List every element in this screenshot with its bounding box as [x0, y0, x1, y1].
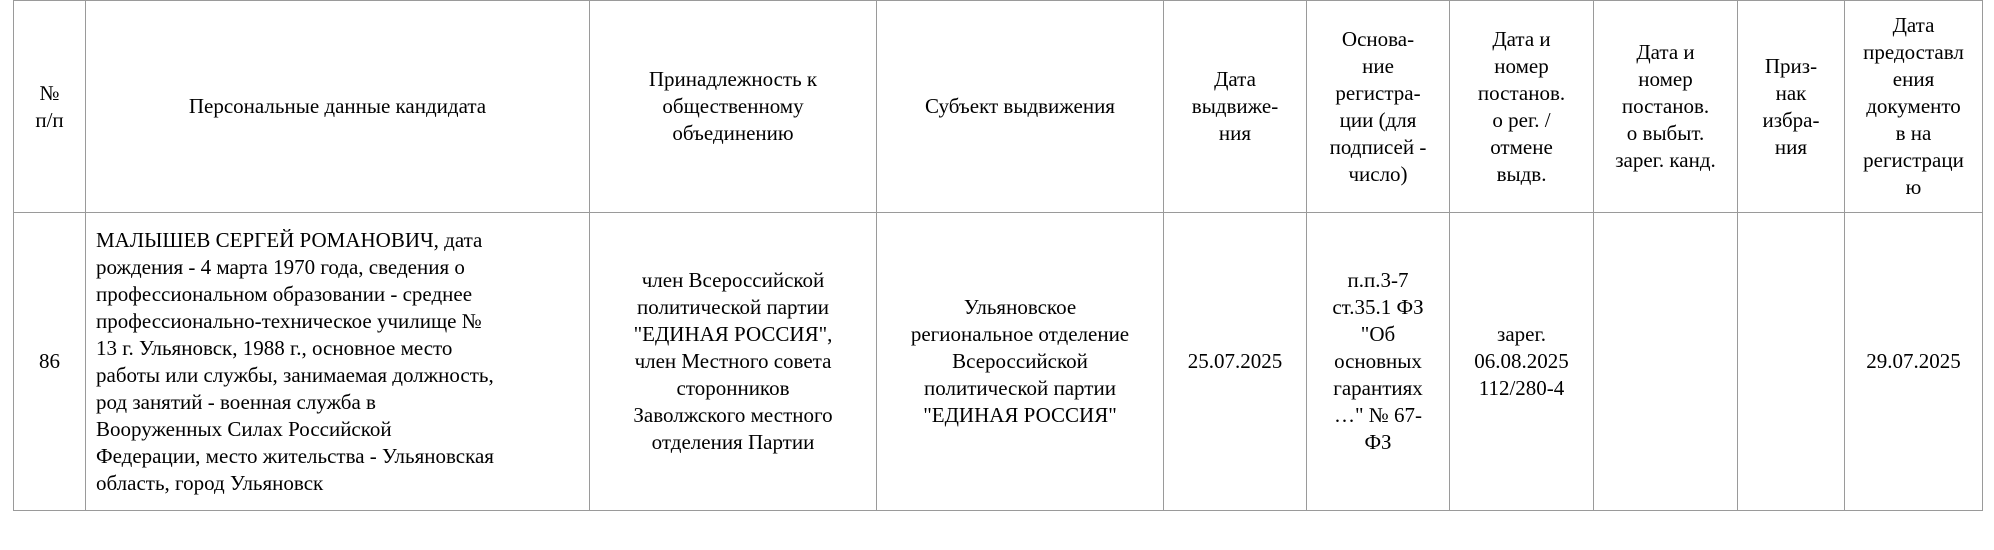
cell-personal-data: МАЛЫШЕВ СЕРГЕЙ РОМАНОВИЧ, дата рождения - 4 марта 1970 года, сведения о профессиональном образовании - среднее профессионально-техническое училище № 13 г. Ульяновск, 1988 г., основное место работы или службы, занимаемая должность, род занятий - военная служба в Вооруженных Силах Российской Федерации, место жительства - Ульяновская область, город Ульяновск	[86, 213, 590, 511]
cell-documents-date: 29.07.2025	[1845, 213, 1983, 511]
candidates-table-container	[13, 0, 1983, 511]
cell-number: 86	[14, 213, 86, 511]
table-row	[14, 213, 1983, 511]
cell-nomination-date: 25.07.2025	[1164, 213, 1307, 511]
header-affiliation: Принадлежность к общественному объединению	[590, 1, 877, 213]
header-registration-basis: Основа- ние регистра- ции (для подписей - число)	[1307, 1, 1450, 213]
header-nomination-date: Дата выдвиже- ния	[1164, 1, 1307, 213]
header-number: № п/п	[14, 1, 86, 213]
cell-retirement-decision	[1594, 213, 1738, 511]
table-header-row	[14, 1, 1983, 213]
header-elected-flag: Приз- нак избра- ния	[1738, 1, 1845, 213]
candidates-table	[13, 0, 1983, 511]
cell-elected-flag	[1738, 213, 1845, 511]
cell-nominator: Ульяновское региональное отделение Всероссийской политической партии "ЕДИНАЯ РОССИЯ"	[877, 213, 1164, 511]
header-registration-decision: Дата и номер постанов. о рег. / отмене выдв.	[1450, 1, 1594, 213]
cell-registration-basis: п.п.3-7 ст.35.1 ФЗ "Об основных гарантиях …" № 67- ФЗ	[1307, 213, 1450, 511]
header-documents-date: Дата предоставл ения документо в на регистраци ю	[1845, 1, 1983, 213]
header-personal-data: Персональные данные кандидата	[86, 1, 590, 213]
cell-registration-decision: зарег. 06.08.2025 112/280-4	[1450, 213, 1594, 511]
header-retirement-decision: Дата и номер постанов. о выбыт. зарег. канд.	[1594, 1, 1738, 213]
header-nominator: Субъект выдвижения	[877, 1, 1164, 213]
cell-affiliation: член Всероссийской политической партии "ЕДИНАЯ РОССИЯ", член Местного совета сторонников Заволжского местного отделения Партии	[590, 213, 877, 511]
